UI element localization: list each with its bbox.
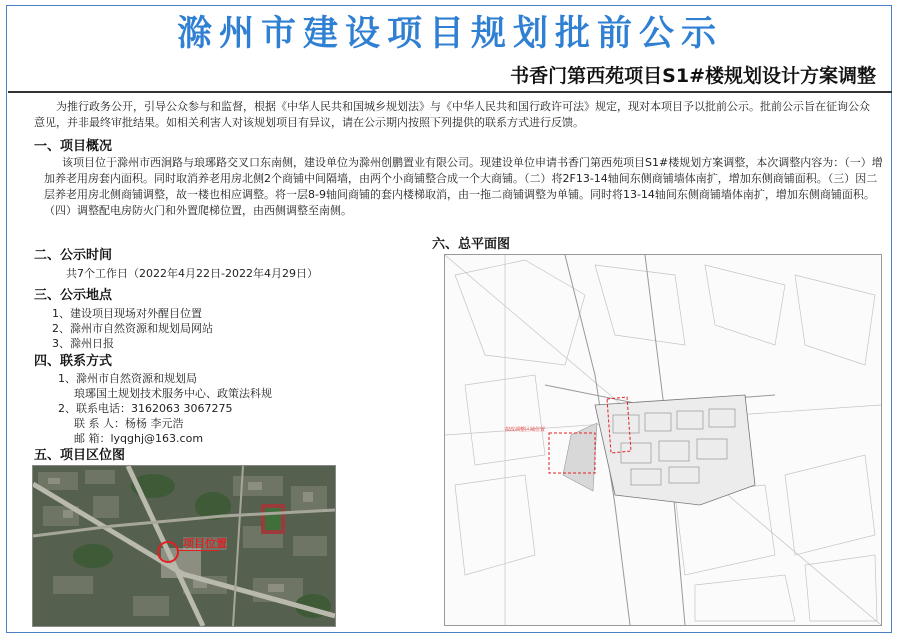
site-plan <box>444 254 882 626</box>
project-location-label: 项目位置 <box>183 537 227 550</box>
location-map <box>32 465 336 627</box>
section-contact-heading: 四、联系方式 <box>34 354 113 369</box>
contact-org: 1、滁州市自然资源和规划局 <box>58 372 197 385</box>
section-overview-body: 该项目位于滁州市西涧路与琅琊路交叉口东南侧，建设单位为滁州创鹏置业有限公司。现建设单位申请书香门第西苑项目S1#楼规划方案调整，本次调整内容为：（一）增加养老用房套内面积。同时取消养老用房北侧2个商铺中间隔墙，由两个小商铺整合成一个大商铺。（二）将2F13-14轴间东侧商铺墙体南扩，增加东侧商铺面积。（三）因二层养老用房北侧商铺调整，故一楼也相应调整。将一层8-9轴间商铺的套内楼梯取消，由一拖二商铺调整为单铺。同时将13-14轴间东侧商铺墙体南扩，增加东侧商铺面积。（四）调整配电房防火门和外置爬梯位置，由西侧调整至南侧。 <box>44 156 883 217</box>
location-item: 1、建设项目现场对外醒目位置 <box>52 307 202 320</box>
section-period-heading: 二、公示时间 <box>34 248 113 263</box>
intro-paragraph: 为推行政务公开，引导公众参与和监督，根据《中华人民共和国城乡规划法》与《中华人民共和国行政许可法》规定，现对本项目予以批前公示。批前公示旨在征询公众意见，并非最终审批结果。如相关利害人对该规划项目有异议，请在公示期内按照下列提供的联系方式进行反馈。 <box>34 100 870 129</box>
section-overview-heading: 一、项目概况 <box>34 139 113 154</box>
contact-email: 邮 箱：lyqghj@163.com <box>74 432 204 445</box>
project-location-marker <box>157 541 179 563</box>
subtitle-underline <box>8 91 892 93</box>
section-period-body: 共7个工作日（2022年4月22日-2022年4月29日） <box>66 267 318 280</box>
page-title: 滁州市建设项目规划批前公示 <box>176 14 723 54</box>
site-plan-drawing <box>445 255 881 625</box>
contact-person: 联 系 人：杨杨 李元浩 <box>74 417 184 430</box>
section-plan-heading: 六、总平面图 <box>432 237 511 252</box>
marker-leader-line <box>179 550 219 551</box>
location-item: 3、滁州日报 <box>52 337 114 350</box>
section-map-heading: 五、项目区位图 <box>34 448 126 463</box>
adjustment-area-label: 拟改调整区域位置 <box>505 427 546 433</box>
location-item: 2、滁州市自然资源和规划局网站 <box>52 322 213 335</box>
contact-phone: 2、联系电话：3162063 3067275 <box>58 402 233 415</box>
project-subtitle: 书香门第西苑项目S1#楼规划设计方案调整 <box>510 65 876 87</box>
contact-dept: 琅琊国土规划技术服务中心、政策法科规 <box>74 387 272 400</box>
section-location-heading: 三、公示地点 <box>34 288 113 303</box>
